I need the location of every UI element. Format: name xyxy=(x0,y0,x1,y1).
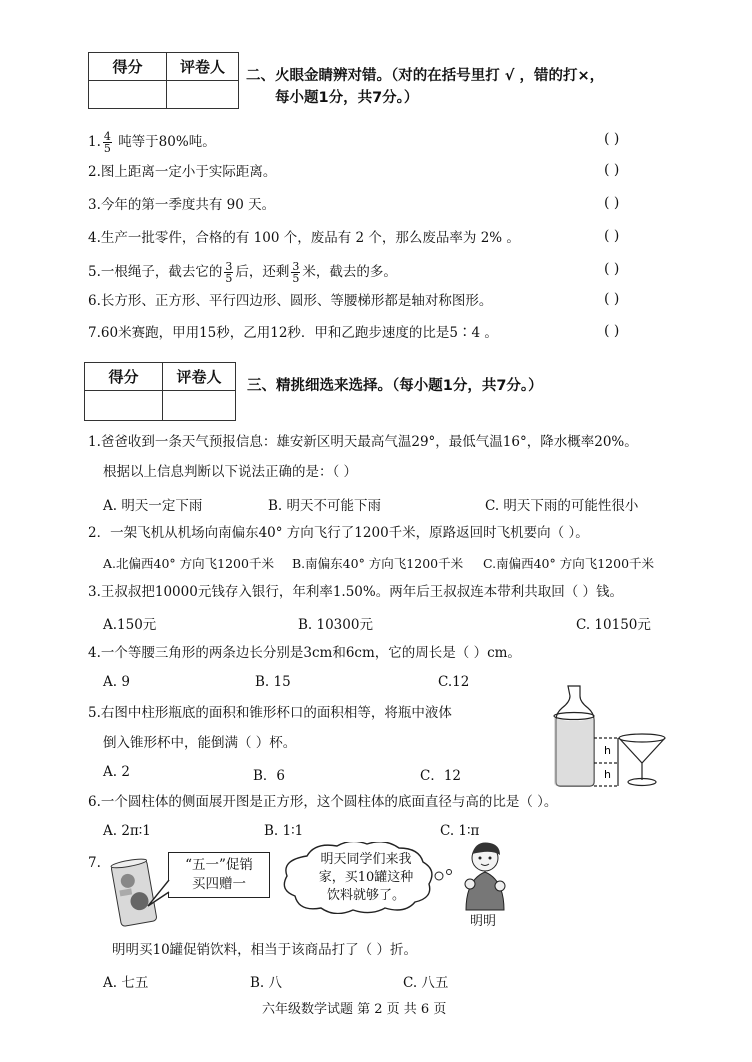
judge-item-1: 1. $\frac{4}{5}$ 吨等于80%吨。 xyxy=(88,130,216,155)
q7-text: 明明买10罐促销饮料，相当于该商品打了（ ）折。 xyxy=(112,942,417,958)
q7-number: 7. xyxy=(88,855,101,871)
q7-option-a[interactable]: A. 七五 xyxy=(103,975,149,991)
judge-item-7: 7.60米赛跑，甲用15秒，乙用12秒．甲和乙跑步速度的比是5∶4 。 xyxy=(88,325,498,341)
judge-item-5: 5.一根绳子，截去它的 $\frac{3}{5}$ 后，还剩 $\frac{3}{5}$ 米，截去的多。 xyxy=(88,260,397,285)
judge-item-4: 4.生产一批零件，合格的有 100 个，废品有 2 个，那么废品率为 2% 。 xyxy=(88,230,520,246)
section2-subtitle: 每小题1分，共7分。） xyxy=(275,90,419,106)
q7-option-c[interactable]: C. 八五 xyxy=(403,975,449,991)
promo-sign-pointer xyxy=(146,878,170,908)
q4-text: 4.一个等腰三角形的两条边长分别是3cm和6cm，它的周长是（ ）cm。 xyxy=(88,645,521,661)
speech-line2: 家，买10罐这种 xyxy=(318,870,414,885)
promo-sign-line2: 买四赠一 xyxy=(192,876,246,892)
score-cell[interactable] xyxy=(85,391,163,421)
answer-paren-4[interactable]: ( ) xyxy=(604,228,620,244)
q2-option-b[interactable]: B.南偏东40° 方向飞1200千米 xyxy=(292,556,464,571)
fraction: $\frac{3}{5}$ xyxy=(292,260,300,285)
q1-option-c[interactable]: C. 明天下雨的可能性很小 xyxy=(485,498,639,514)
q5-option-a[interactable]: A. 2 xyxy=(103,764,130,780)
judge-item-6: 6.长方形、正方形、平行四边形、圆形、等腰梯形都是轴对称图形。 xyxy=(88,293,493,309)
q2-text: 2．一架飞机从机场向南偏东40° 方向飞行了1200千米，原路返回时飞机要向（ ）。 xyxy=(88,525,589,541)
score-cell[interactable] xyxy=(89,81,167,109)
score-table-section3 xyxy=(84,362,236,421)
section3-title: 三、精挑细选来选择。（每小题1分，共7分。） xyxy=(247,378,543,394)
q5-option-b[interactable]: B．6 xyxy=(253,768,286,784)
fraction: $\frac{4}{5}$ xyxy=(103,130,111,155)
q4-option-b[interactable]: B. 15 xyxy=(255,674,291,690)
boy-name-label: 明明 xyxy=(470,914,497,929)
q6-option-b[interactable]: B. 1∶1 xyxy=(264,823,304,839)
q6-option-a[interactable]: A. 2π∶1 xyxy=(103,823,151,839)
q1-text-2: 根据以上信息判断以下说法正确的是：（ ） xyxy=(103,464,358,480)
grader-header: 评卷人 xyxy=(163,363,236,391)
q6-text: 6.一个圆柱体的侧面展开图是正方形，这个圆柱体的底面直径与高的比是（ ）。 xyxy=(88,794,558,810)
height-label-h2: h xyxy=(604,768,611,781)
height-label-h1: h xyxy=(604,744,611,757)
answer-paren-5[interactable]: ( ) xyxy=(604,261,620,277)
q3-option-a[interactable]: A.150元 xyxy=(103,617,157,633)
q3-option-b[interactable]: B. 10300元 xyxy=(298,617,373,633)
q1-option-b[interactable]: B. 明天不可能下雨 xyxy=(268,498,382,514)
q1-option-a[interactable]: A. 明天一定下雨 xyxy=(103,498,203,514)
boy-mingming-image xyxy=(456,840,514,912)
q5-text: 5.右图中柱形瓶底的面积和锥形杯口的面积相等，将瓶中液体 xyxy=(88,705,452,721)
q2-option-a[interactable]: A.北偏西40° 方向飞1200千米 xyxy=(103,556,274,571)
grader-cell[interactable] xyxy=(163,391,236,421)
speech-line1: 明天同学们来我 xyxy=(320,852,412,867)
q4-option-c[interactable]: C.12 xyxy=(438,674,470,690)
promo-sign-line1: “五一”促销 xyxy=(185,857,253,873)
q2-option-c[interactable]: C.南偏西40° 方向飞1200千米 xyxy=(483,556,655,571)
judge-item-3: 3.今年的第一季度共有 90 天。 xyxy=(88,197,276,213)
score-table-section2 xyxy=(88,52,239,109)
q4-option-a[interactable]: A. 9 xyxy=(103,674,130,690)
q3-text: 3.王叔叔把10000元钱存入银行，年利率1.50%。两年后王叔叔连本带利共取回（ ）钱。 xyxy=(88,584,624,600)
fraction: $\frac{3}{5}$ xyxy=(225,260,233,285)
score-header: 得分 xyxy=(85,363,163,391)
q7-option-b[interactable]: B. 八 xyxy=(250,975,283,991)
q5-option-c[interactable]: C．12 xyxy=(420,768,462,784)
answer-paren-3[interactable]: ( ) xyxy=(604,195,620,211)
answer-paren-6[interactable]: ( ) xyxy=(604,291,620,307)
section2-title: 二、火眼金睛辨对错。（对的在括号里打 √ ，错的打×， xyxy=(246,68,605,84)
grader-cell[interactable] xyxy=(167,81,239,109)
answer-paren-2[interactable]: ( ) xyxy=(604,162,620,178)
answer-paren-7[interactable]: ( ) xyxy=(604,323,620,339)
q5-text-2: 倒入锥形杯中，能倒满（ ）杯。 xyxy=(103,735,297,751)
judge-item-2: 2.图上距离一定小于实际距离。 xyxy=(88,164,277,180)
grader-header: 评卷人 xyxy=(167,53,239,81)
q3-option-c[interactable]: C. 10150元 xyxy=(576,617,651,633)
score-header: 得分 xyxy=(89,53,167,81)
answer-paren-1[interactable]: ( ) xyxy=(604,131,620,147)
speech-line3: 饮料就够了。 xyxy=(326,888,405,903)
page-footer: 六年级数学试题 第 2 页 共 6 页 xyxy=(262,1002,447,1017)
q6-option-c[interactable]: C. 1∶π xyxy=(440,823,480,839)
bottle-and-glass-figure xyxy=(548,680,670,792)
q1-text: 1.爸爸收到一条天气预报信息：雄安新区明天最高气温29°，最低气温16°，降水概率20%。 xyxy=(88,434,638,450)
